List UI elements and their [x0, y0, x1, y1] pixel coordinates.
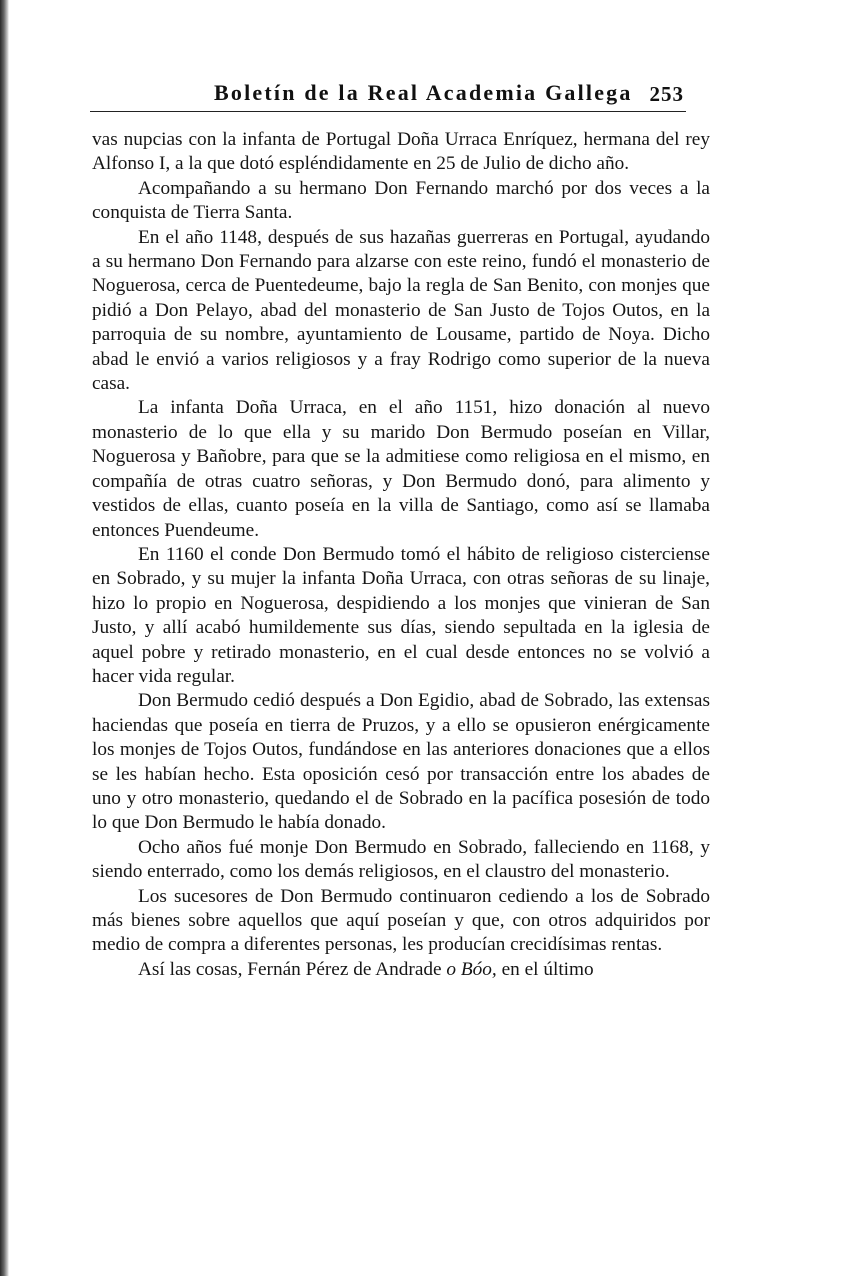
- page-edge: [0, 0, 9, 1276]
- page-number: 253: [649, 82, 684, 106]
- running-head: [90, 78, 710, 112]
- paragraph-1: vas nupcias con la infanta de Portugal Doña Urraca Enríquez, hermana del rey Alfonso I, a la que dotó espléndidamente en 25 de Julio de dicho año.: [92, 129, 710, 175]
- paragraph-9-text-end: en el último: [496, 958, 594, 980]
- paragraph-2: Acompañando a su hermano Don Fernando marchó por dos veces a la conquista de Tierra Santa.: [92, 177, 710, 224]
- paragraph-7: Ocho años fué monje Don Bermudo en Sobrado, falleciendo en 1168, y siendo enterrado, como los demás religiosos, en el claustro del monasterio.: [92, 836, 710, 883]
- journal-title: Boletín de la Real Academia Gallega: [214, 80, 633, 105]
- paragraph-9-italic-text: o Bóo,: [446, 958, 497, 980]
- header-rule: [90, 111, 686, 112]
- paragraph-9-text-start: Así las cosas, Fernán Pérez de Andrade: [138, 958, 447, 980]
- paragraph-4: La infanta Doña Urraca, en el año 1151, hizo donación al nuevo monasterio de lo que ella y su marido Don Bermudo poseían en Villar, Noguerosa y Bañobre, para que se la admitiese como religiosa en el mismo, en compañía de otras cuatro señoras, y Don Bermudo donó, para alimento y vestidos de ellas, cuanto poseía en la villa de Santiago, como así se llamaba entonces Puendeume.: [92, 397, 710, 541]
- paragraph-6: Don Bermudo cedió después a Don Egidio, abad de Sobrado, las extensas haciendas que poseía en tierra de Pruzos, y a ello se opusieron enérgicamente los monjes de Tojos Outos, fundándose en las anteriores donaciones que a ellos se les habían hecho. Esta oposición cesó por transacción entre los abades de uno y otro monasterio, quedando el de Sobrado en la pacífica posesión de todo lo que Don Bermudo le había donado.: [92, 690, 710, 834]
- paragraph-3: En el año 1148, después de sus hazañas guerreras en Portugal, ayudando a su hermano Don Fernando para alzarse con este reino, fundó el monasterio de Noguerosa, cerca de Puentedeume, bajo la regla de San Benito, con monjes que pidió a Don Pelayo, abad del monasterio de San Justo de Tojos Outos, en la parroquia de su nombre, ayuntamiento de Lousame, partido de Noya. Dicho abad le envió a varios religiosos y a fray Rodrigo como superior de la nueva casa.: [92, 226, 710, 395]
- paragraph-9: [92, 958, 710, 982]
- paragraph-5: En 1160 el conde Don Bermudo tomó el hábito de religioso cisterciense en Sobrado, y su mujer la infanta Doña Urraca, con otras señoras de su linaje, hizo lo propio en Noguerosa, despidiendo a los monjes que vinieran de San Justo, y allí acabó humildemente sus días, siendo sepultada en la iglesia de aquel pobre y retirado monasterio, en el cual desde entonces no se volvió a hacer vida regular.: [92, 543, 710, 687]
- body-text: [92, 128, 710, 982]
- paragraph-8: Los sucesores de Don Bermudo continuaron cediendo a los de Sobrado más bienes sobre aquellos que aquí poseían y que, con otros adquiridos por medio de compra a diferentes personas, les producían crecidísimas rentas.: [92, 885, 710, 956]
